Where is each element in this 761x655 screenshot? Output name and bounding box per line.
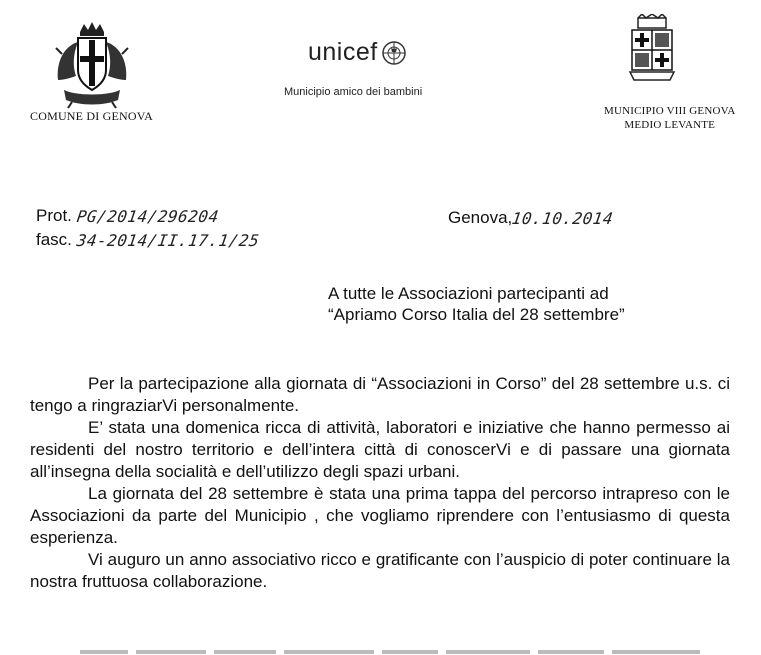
date-place: Genova, — [448, 208, 513, 227]
comune-label: COMUNE DI GENOVA — [30, 109, 153, 123]
protocol-label: Prot. — [36, 206, 72, 225]
municipio-coat-of-arms-icon — [628, 14, 676, 84]
date-value: 10.10.2014 — [510, 209, 615, 228]
fascicolo-number: 34-2014/II.17.1/25 — [75, 231, 261, 250]
unicef-globe-icon — [381, 40, 407, 66]
letter-body — [30, 373, 730, 593]
addressee-line1: A tutte le Associazioni partecipanti ad — [328, 284, 609, 303]
body-paragraph-3: La giornata del 28 settembre è stata una prima tappa del percorso intrapreso con le Associazioni da parte del Municipio , che vogliamo riprendere con l’entusiasmo di questa esperienza. — [30, 484, 730, 547]
municipio-label-line2: MEDIO LEVANTE — [624, 119, 716, 131]
addressee-line2: “Apriamo Corso Italia del 28 settembre” — [328, 305, 625, 324]
date-line — [448, 208, 614, 228]
body-paragraph-1: Per la partecipazione alla giornata di “Associazioni in Corso” del 28 settembre u.s. ci tengo a ringraziarVi personalmente. — [30, 374, 730, 415]
genova-coat-of-arms-icon — [52, 18, 132, 110]
addressee-block — [328, 283, 625, 325]
unicef-tagline: Municipio amico dei bambini — [284, 86, 423, 98]
municipio-label-line1: MUNICIPIO VIII GENOVA — [604, 105, 736, 117]
protocol-line — [36, 206, 219, 226]
body-paragraph-4: Vi auguro un anno associativo ricco e gratificante con l’auspicio di poter continuare la nostra fruttuosa collaborazione. — [30, 550, 730, 591]
protocol-number: PG/2014/296204 — [75, 207, 220, 226]
fascicolo-label: fasc. — [36, 230, 72, 249]
body-paragraph-2: E’ stata una domenica ricca di attività, laboratori e iniziative che hanno permesso ai residenti del nostro territorio e dell’intera città di conoscerVi e di passare una giornata all’insegna della socialità e dell’utilizzo degli spazi urbani. — [30, 418, 730, 481]
unicef-logo — [308, 38, 407, 67]
fascicolo-line — [36, 230, 259, 250]
municipio-label — [604, 104, 736, 132]
unicef-wordmark: unicef — [308, 38, 378, 66]
faded-text-artifact — [80, 640, 700, 655]
cut-off-text-line — [80, 640, 700, 655]
